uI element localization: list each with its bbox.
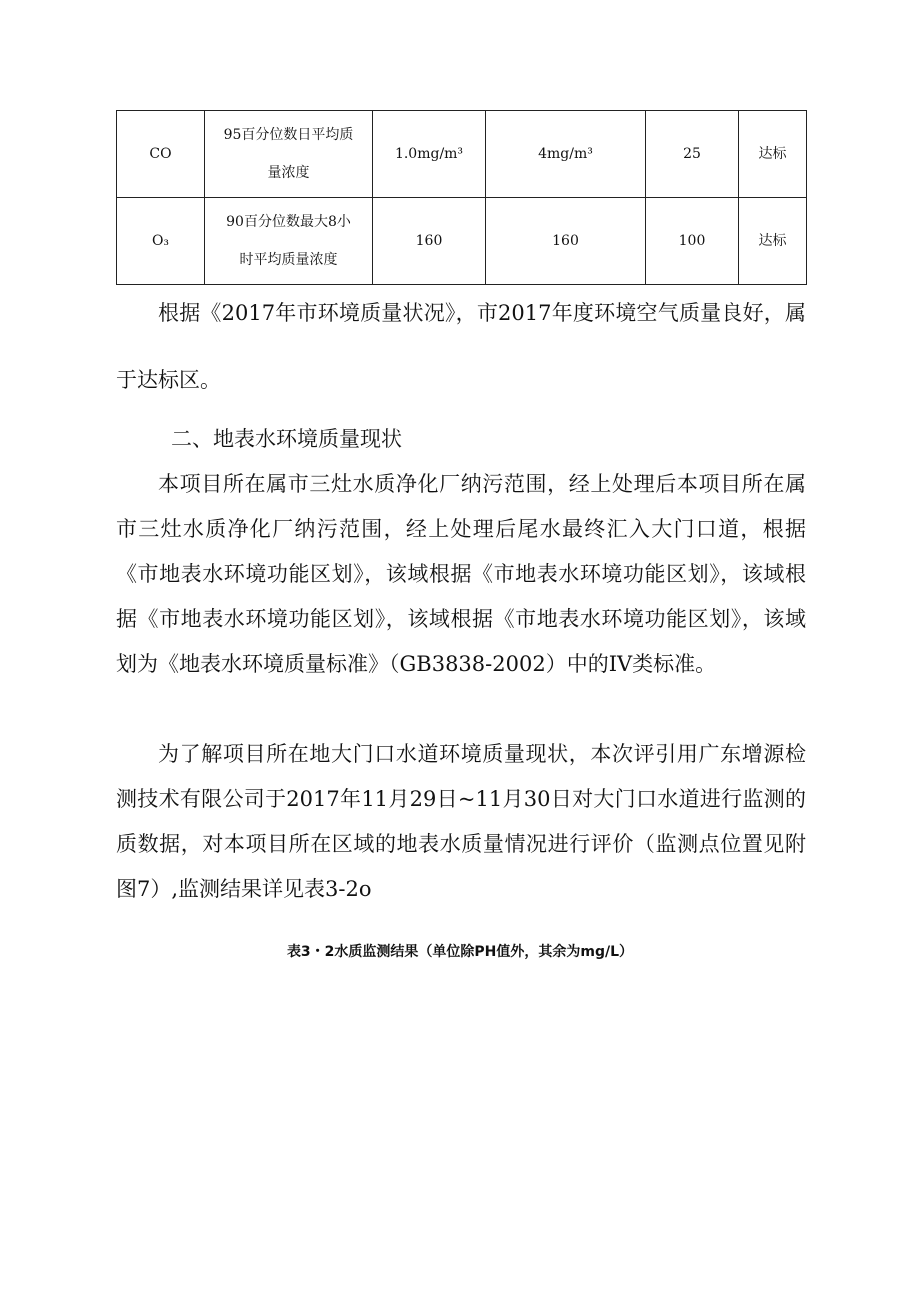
status-cell: 达标 — [739, 198, 807, 285]
current-value-cell: 1.0mg/m³ — [373, 111, 486, 198]
surface-water-description — [116, 462, 806, 687]
table-row — [117, 198, 807, 285]
standard-value-cell: 4mg/m³ — [486, 111, 646, 198]
indicator-cell — [205, 111, 373, 198]
ratio-cell: 100 — [646, 198, 739, 285]
indicator-line: 90百分位数最大8小 — [226, 214, 351, 230]
table-row — [117, 111, 807, 198]
pollutant-cell: O₃ — [117, 198, 205, 285]
standard-value-cell: 160 — [486, 198, 646, 285]
table-caption: 表3・2水质监测结果（单位除PH值外，其余为mg/L） — [286, 944, 634, 960]
indicator-cell — [205, 198, 373, 285]
paragraph: 为了解项目所在地大门口水道环境质量现状，本次评引用广东增源检测技术有限公司于2017年11月29日~11月30日对大门口水道进行监测的质数据，对本项目所在区域的地表水质量情况进行评价（监测点位置见附图7）,监测结果详见表3-2o — [116, 742, 806, 901]
indicator-line: 95百分位数日平均质 — [223, 127, 354, 143]
paragraph: 本项目所在属市三灶水质净化厂纳污范围，经上处理后本项目所在属市三灶水质净化厂纳污范围，经上处理后尾水最终汇入大门口道，根据《市地表水环境功能区划》，该域根据《市地表水环境功能区划》，该域根据《市地表水环境功能区划》，该域根据《市地表水环境功能区划》，该域划为《地表水环境质量标准》（GB3838-2002）中的IV类标准。 — [116, 472, 806, 676]
indicator-line: 量浓度 — [267, 165, 310, 181]
indicator-line: 时平均质量浓度 — [239, 252, 338, 268]
paragraph: 根据《2017年市环境质量状况》，市2017年度环境空气质量良好，属于达标区。 — [116, 301, 806, 392]
status-cell: 达标 — [739, 111, 807, 198]
air-quality-conclusion — [116, 280, 806, 414]
current-value-cell: 160 — [373, 198, 486, 285]
air-quality-table — [116, 110, 807, 285]
monitoring-description — [116, 732, 806, 912]
ratio-cell: 25 — [646, 111, 739, 198]
pollutant-cell: CO — [117, 111, 205, 198]
section-heading: 二、地表水环境质量现状 — [171, 427, 402, 451]
